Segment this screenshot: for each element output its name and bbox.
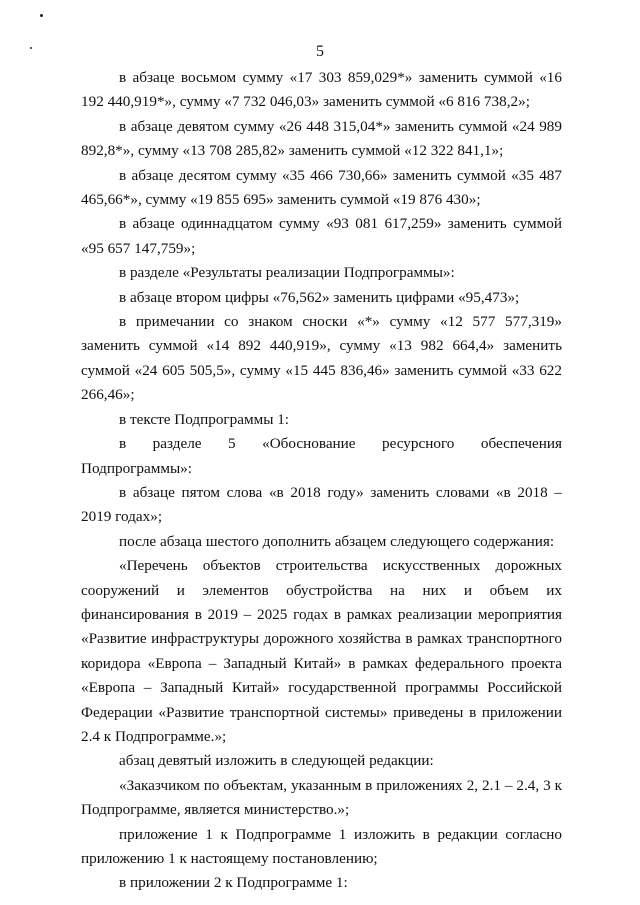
- paragraph: в разделе 5 «Обоснование ресурсного обеспечения Подпрограммы»:: [81, 435, 562, 477]
- paragraph: в разделе «Результаты реализации Подпрограммы»:: [119, 264, 455, 282]
- paragraph: после абзаца шестого дополнить абзацем следующего содержания:: [119, 532, 555, 550]
- paragraph: в абзаце одиннадцатом сумму «93 081 617,259» заменить суммой «95 657 147,759»;: [81, 215, 562, 257]
- paragraph: в абзаце втором цифры «76,562» заменить цифрами «95,473»;: [119, 288, 520, 306]
- document-body: [81, 66, 562, 896]
- paragraph: «Заказчиком по объектам, указанным в приложениях 2, 2.1 – 2.4, 3 к Подпрограмме, является министерство.»;: [81, 776, 562, 819]
- paragraph: в примечании со знаком сноски «*» сумму «12 577 577,319» заменить суммой «14 892 440,919», сумму «13 982 664,4» заменить суммой «24 605 505,5», сумму «15 445 836,46» заменить суммой «33 622 266,46»;: [81, 313, 562, 404]
- paragraph: в приложении 2 к Подпрограмме 1:: [119, 874, 348, 892]
- paragraph: приложение 1 к Подпрограмме 1 изложить в редакции согласно приложению 1 к настоящему постановлению;: [81, 825, 562, 867]
- scan-speck: [40, 14, 43, 17]
- paragraph: в абзаце пятом слова «в 2018 году» заменить словами «в 2018 – 2019 годах»;: [81, 483, 562, 526]
- paragraph: в тексте Подпрограммы 1:: [119, 410, 290, 428]
- page-number: 5: [316, 43, 324, 60]
- paragraph: в абзаце десятом сумму «35 466 730,66» заменить суммой «35 487 465,66*», сумму «19 855 695» заменить суммой «19 876 430»;: [81, 166, 562, 209]
- paragraph: абзац девятый изложить в следующей редакции:: [119, 752, 434, 770]
- paragraph: в абзаце восьмом сумму «17 303 859,029*» заменить суммой «16 192 440,919*», сумму «7 732 046,03» заменить суммой «6 816 738,2»;: [81, 69, 562, 111]
- paragraph: в абзаце девятом сумму «26 448 315,04*» заменить суммой «24 989 892,8*», сумму «13 708 285,82» заменить суммой «12 322 841,1»;: [81, 117, 562, 160]
- paragraph: «Перечень объектов строительства искусственных дорожных сооружений и элементов обустройства на них и объем их финансирования в 2019 – 2025 годах в рамках реализации мероприятия «Развитие инфраструктуры дорожного хозяйства в рамках транспортного коридора «Европа – Западный Китай» в рамках федерального проекта «Европа – Западный Китай» государственной программы Российской Федерации «Развитие транспортной системы» приведены в приложении 2.4 к Подпрограмме.»;: [81, 557, 562, 745]
